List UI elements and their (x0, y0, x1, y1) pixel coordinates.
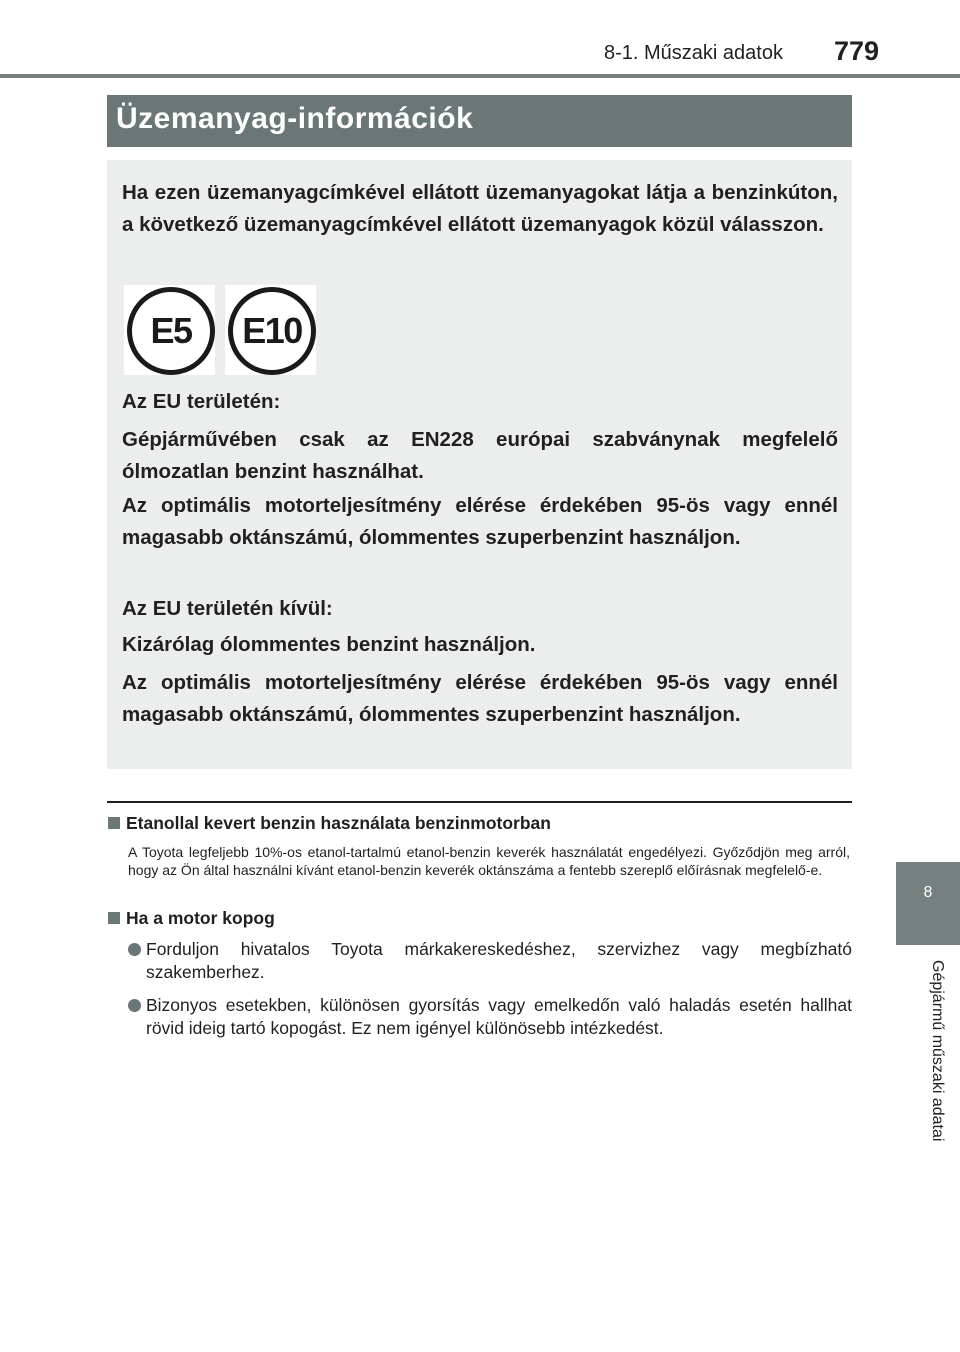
header-divider (0, 74, 960, 78)
section-divider (107, 801, 852, 803)
square-bullet-icon (108, 817, 120, 829)
non-eu-text-octane: Az optimális motorteljesítmény elérése érdekében 95-ös vagy ennél magasabb oktánszámú, ólommentes szuperbenzint használjon. (122, 671, 838, 726)
ethanol-heading-text: Etanollal kevert benzin használata benzinmotorban (126, 813, 551, 833)
knock-section-heading (108, 908, 275, 929)
round-bullet-icon (128, 943, 141, 956)
fuel-label-e5 (124, 285, 215, 375)
section-header: 8-1. Műszaki adatok (604, 42, 783, 64)
page-title: Üzemanyag-információk (116, 102, 474, 135)
chapter-tab-number: 8 (923, 884, 933, 901)
ethanol-section-text: A Toyota legfeljebb 10%-os etanol-tartalmú etanol-benzin keverék használatát engedélyezi. Győződjön meg arról, hogy az Ön által használni kívánt etanol-benzin keverék oktánszáma a fentebb szereplő előírásnak megfelelő-e. (128, 844, 850, 878)
fuel-label-e10-text: E10 (228, 287, 316, 375)
round-bullet-icon (128, 999, 141, 1012)
non-eu-text-unleaded: Kizárólag ólommentes benzint használjon. (122, 633, 536, 656)
knock-bullet-item (128, 938, 852, 984)
fuel-label-e10 (225, 285, 316, 375)
eu-text-octane: Az optimális motorteljesítmény elérése érdekében 95-ös vagy ennél magasabb oktánszámú, ólommentes szuperbenzint használjon. (122, 494, 838, 549)
eu-heading: Az EU területén: (122, 390, 281, 413)
chapter-tab-label: Gépjármű műszaki adatai (929, 960, 946, 1142)
square-bullet-icon (108, 912, 120, 924)
knock-heading-text: Ha a motor kopog (126, 908, 275, 928)
fuel-label-e5-text: E5 (127, 287, 215, 375)
page-number: 779 (834, 36, 880, 66)
fuel-intro-text: Ha ezen üzemanyagcímkével ellátott üzemanyagokat látja a benzinkúton, a következő üzemanyagcímkével ellátott üzemanyagok közül válasszon. (122, 181, 838, 236)
ethanol-section-heading (108, 813, 551, 834)
knock-bullet-text: Bizonyos esetekben, különösen gyorsítás vagy emelkedőn való haladás esetén hallhat rövid ideig tartó kopogást. Ez nem igényel különösebb intézkedést. (146, 995, 852, 1038)
eu-text-standard: Gépjárművében csak az EN228 európai szabványnak megfelelő ólmozatlan benzint használhat. (122, 428, 838, 483)
knock-bullet-text: Forduljon hivatalos Toyota márkakereskedéshez, szervizhez vagy megbízható szakemberhez. (146, 939, 852, 982)
non-eu-heading: Az EU területén kívül: (122, 597, 333, 620)
knock-bullet-item (128, 994, 852, 1040)
chapter-tab (896, 862, 960, 945)
